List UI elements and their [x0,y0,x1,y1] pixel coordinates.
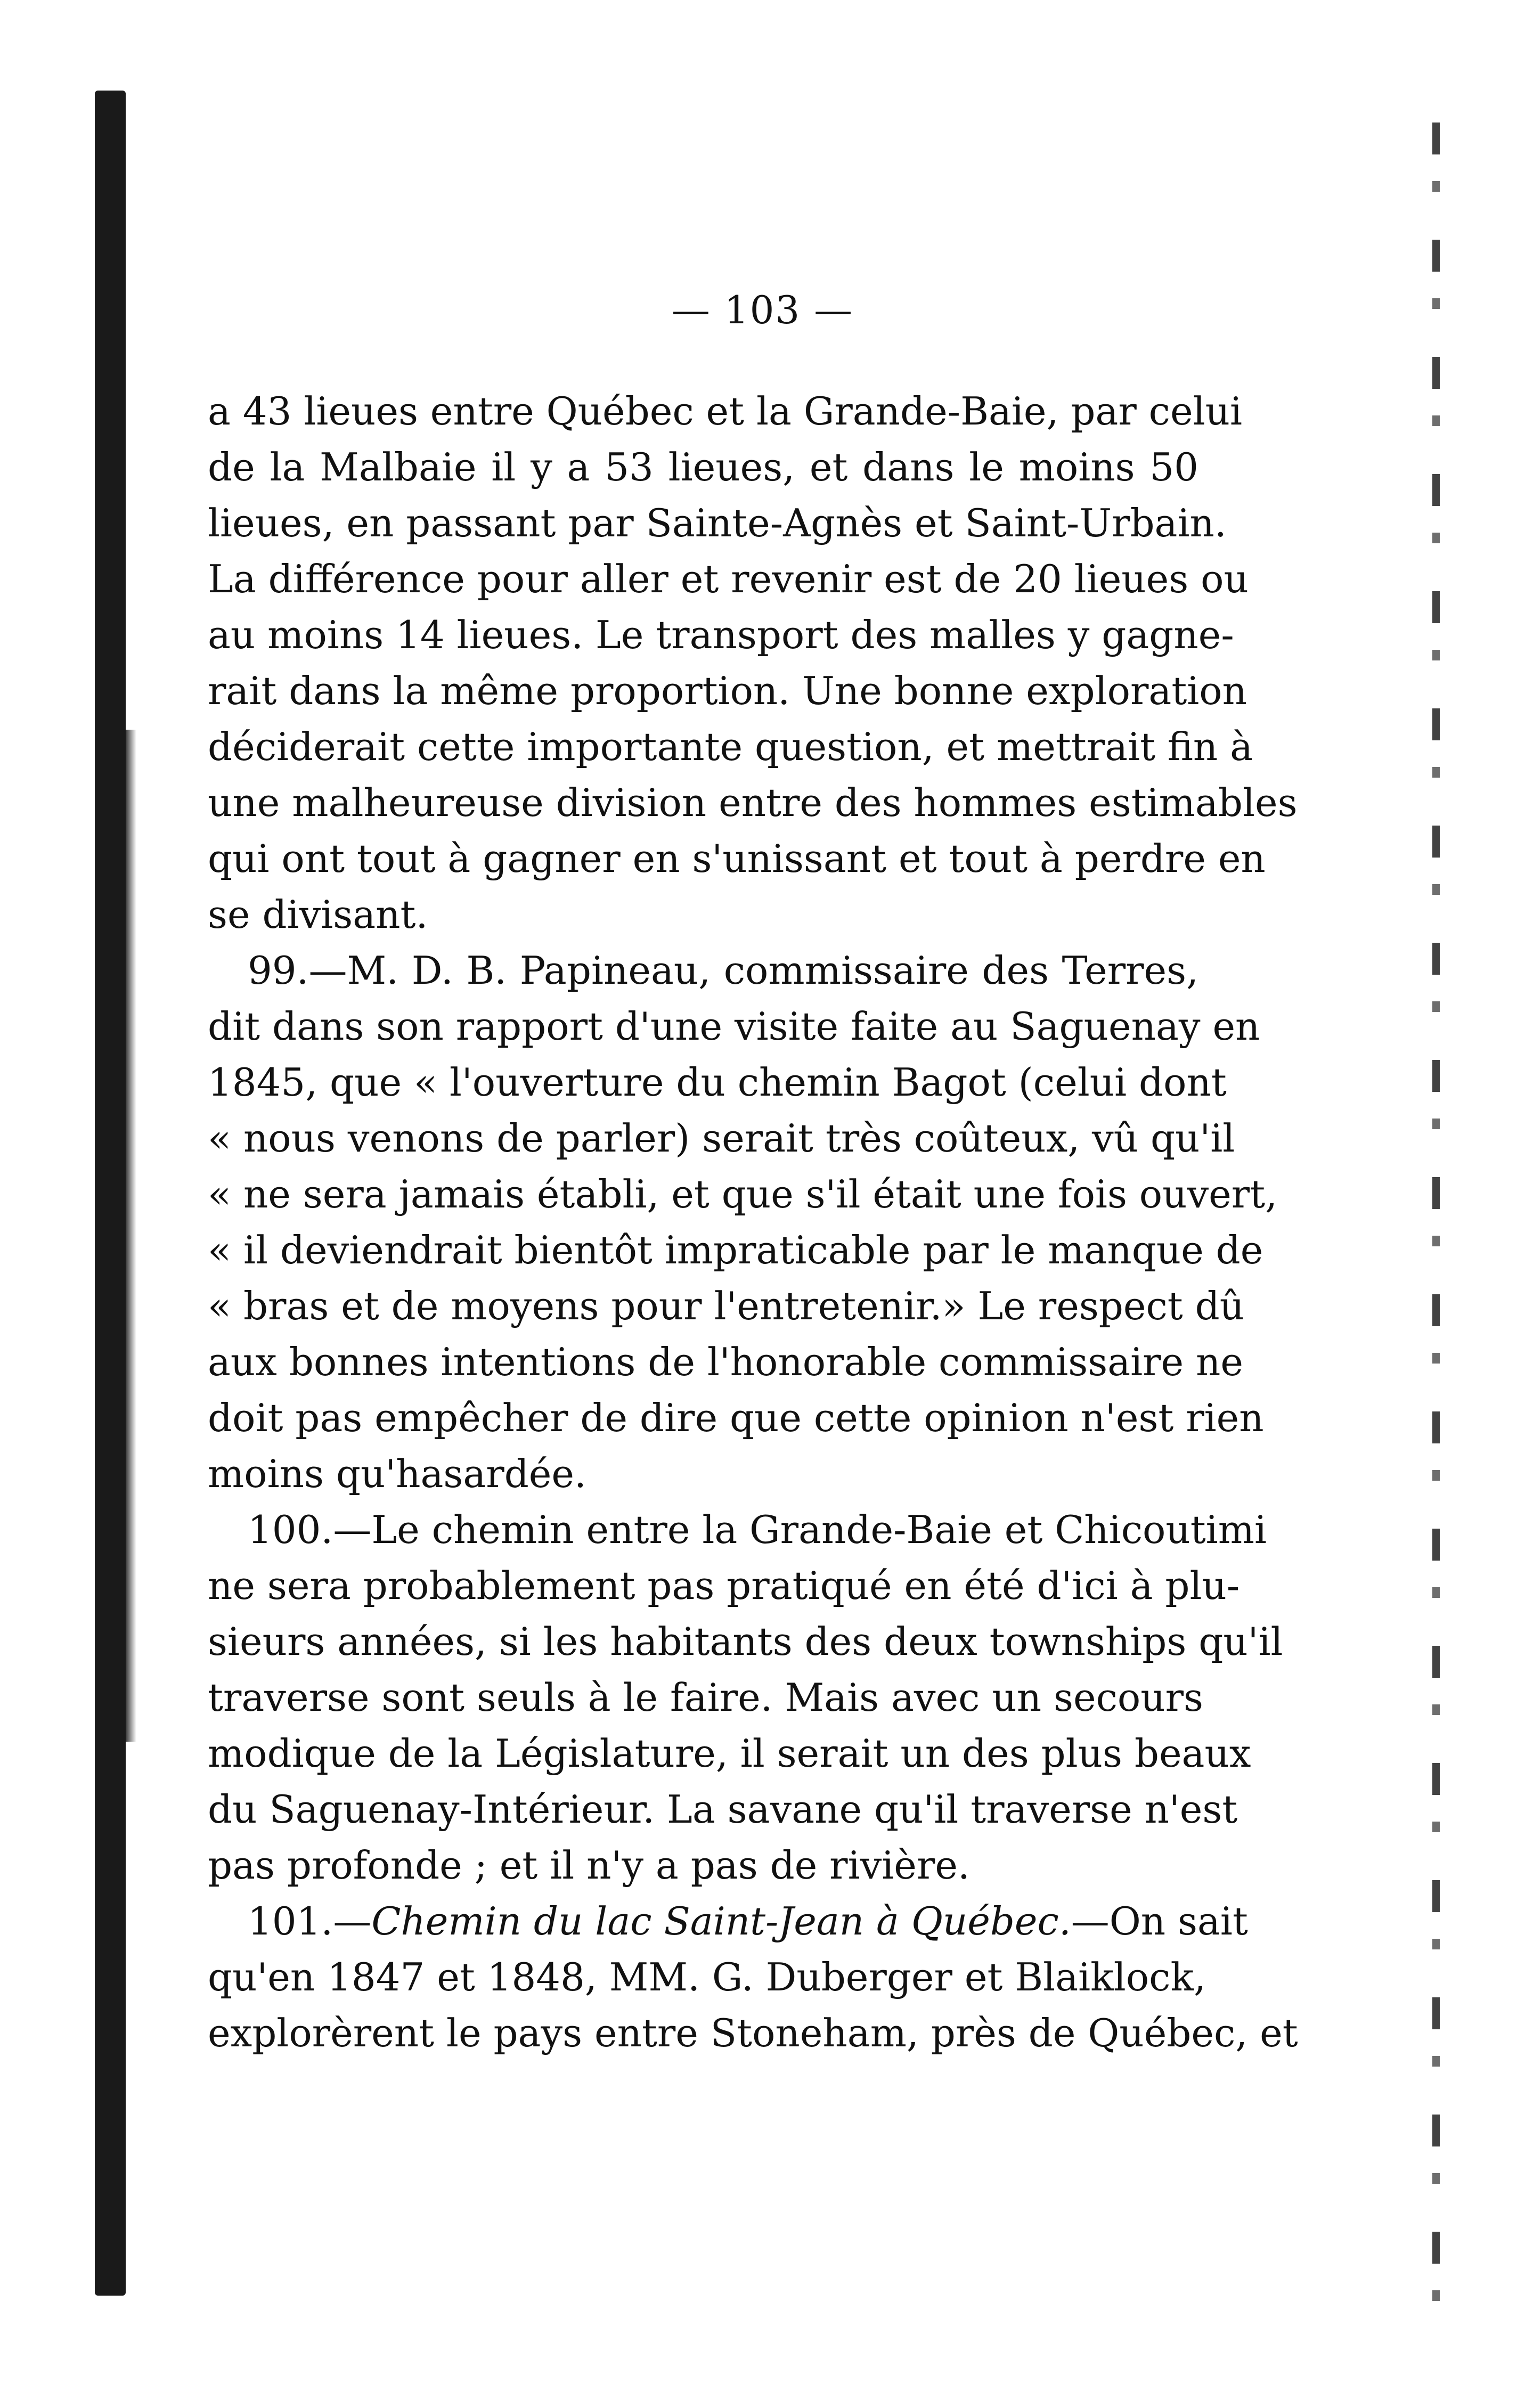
text-line: « bras et de moyens pour l'entretenir.» Le respect dû [208,1284,1245,1328]
section-text: —On sait [1071,1899,1248,1944]
text-line: au moins 14 lieues. Le transport des malles y gagne- [208,613,1234,657]
text-line: « ne sera jamais établi, et que s'il était une fois ouvert, [208,1172,1278,1217]
text-line: qui ont tout à gagner en s'unissant et tout à perdre en [208,836,1266,881]
paragraph-100-start: 100.—Le chemin entre la Grande-Baie et Chicoutimi [248,1507,1267,1552]
text-line: « il deviendrait bientôt impraticable par le manque de [208,1228,1263,1272]
text-line: de la Malbaie il y a 53 lieues, et dans le moins 50 [208,445,1198,489]
text-line: « nous venons de parler) serait très coûteux, vû qu'il [208,1116,1235,1161]
text-line: dit dans son rapport d'une visite faite au Saguenay en [208,1004,1260,1049]
text-line: explorèrent le pays entre Stoneham, près de Québec, et [208,2011,1298,2055]
text-line: 1845, que « l'ouverture du chemin Bagot (celui dont [208,1060,1227,1105]
text-line: modique de la Législature, il serait un des plus beaux [208,1731,1251,1776]
text-line: du Saguenay-Intérieur. La savane qu'il traverse n'est [208,1787,1238,1832]
section-title: Chemin du lac Saint-Jean à Québec. [371,1899,1071,1944]
text-line: déciderait cette importante question, et mettrait fin à [208,724,1253,769]
text-line: se divisant. [208,892,428,937]
text-line: sieurs années, si les habitants des deux townships qu'il [208,1619,1283,1664]
text-line: moins qu'hasardée. [208,1451,586,1496]
section-number: 101.— [248,1899,372,1944]
page-text [208,383,1298,2061]
text-line: a 43 lieues entre Québec et la Grande-Baie, par celui [208,389,1242,434]
page-edge-shadow [1432,123,1440,2306]
paragraph-101-start [208,1893,1248,1949]
text-line: qu'en 1847 et 1848, MM. G. Duberger et Blaiklock, [208,1955,1206,1999]
text-line: rait dans la même proportion. Une bonne exploration [208,668,1247,713]
text-line: pas profonde ; et il n'y a pas de rivière. [208,1843,970,1888]
page-number: — 103 — [671,288,854,332]
text-line: La différence pour aller et revenir est de 20 lieues ou [208,557,1249,601]
book-binding-edge [95,91,126,2296]
text-line: ne sera probablement pas pratiqué en été d'ici à plu- [208,1563,1240,1608]
text-line: traverse sont seuls à le faire. Mais avec un secours [208,1675,1203,1720]
text-line: lieues, en passant par Sainte-Agnès et Saint-Urbain. [208,501,1227,545]
text-line: aux bonnes intentions de l'honorable commissaire ne [208,1340,1244,1384]
text-line: doit pas empêcher de dire que cette opinion n'est rien [208,1395,1264,1440]
text-line: une malheureuse division entre des hommes estimables [208,780,1298,825]
paragraph-99-start: 99.—M. D. B. Papineau, commissaire des Terres, [248,948,1198,993]
